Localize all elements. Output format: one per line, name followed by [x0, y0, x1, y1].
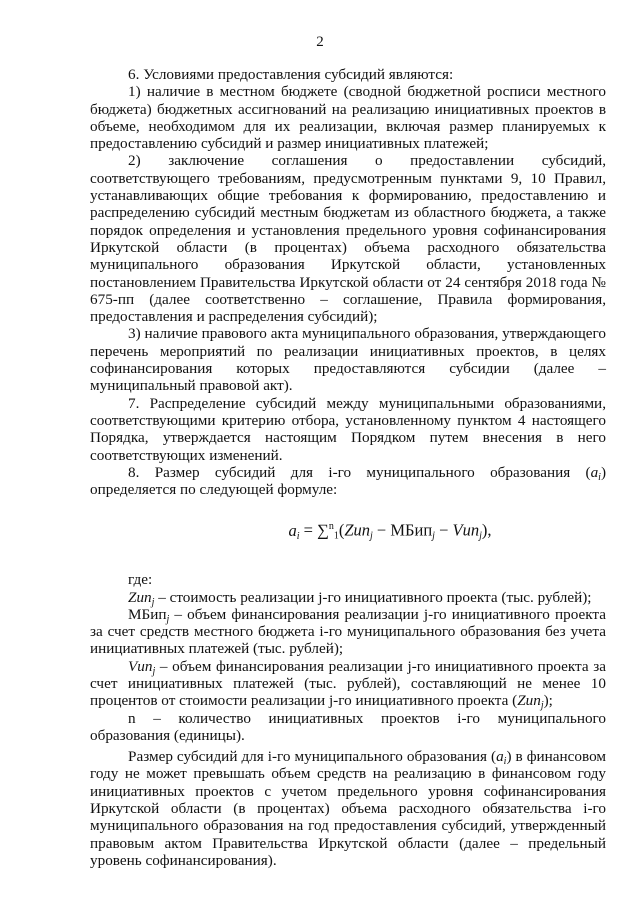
- final-paragraph: Размер субсидий для i-го муниципального образования $(a_i)$ в финансовом году не может превышать объем средств на реализацию в финансовом году инициативных проектов с учетом предельного уровня софинансирования Иркутской области (в процентах) объема расходного обязательства i-го муниципального образования на год предоставления субсидий, утвержденный правовым актом Правительства Иркутской области (далее – предельный уровень софинансирования).: [90, 748, 606, 869]
- definition-mb: МБип$_j$ – объем финансирования реализации j-го инициативного проекта за счет средств местного бюджета i-го муниципального образования без учета инициативных платежей (тыс. рублей);: [90, 605, 606, 658]
- paragraph-6: 6. Условиями предоставления субсидий являются:: [128, 66, 454, 83]
- paragraph-8-text-b: ) определяется по следующей формуле:: [90, 463, 606, 499]
- a-i-symbol: $a_i$: [590, 463, 601, 483]
- definition-v: Vип$_j$ – объем финансирования реализации j-го инициативного проекта за счет инициативных платежей (тыс. рублей), составляющий не менее 10 процентов от стоимости реализации j-го инициативного проекта (Zип$_j$);: [90, 657, 606, 712]
- paragraph-6-1: 1) наличие в местном бюджете (сводной бюджетной росписи местного бюджета) бюджетных ассигнований на реализацию инициативных проектов в объеме, необходимом для их реализации, включая размер планируемых к предоставлению субсидий и размер инициативных платежей;: [90, 83, 606, 153]
- subsidy-formula: $a_i = \sum^n_1(Zип_j$ − МБип$_j$ − Vип$_j$),: [288, 520, 492, 542]
- paragraph-8-text-a: 8. Размер субсидий для i-го муниципального образования (: [128, 463, 591, 481]
- paragraph-6-3: 3) наличие правового акта муниципального образования, утверждающего перечень мероприятий по реализации инициативных проектов, в целях софинансирования которых предоставляются субсидии (далее – муниципальный правовой акт).: [90, 325, 606, 395]
- definition-n: n – количество инициативных проектов i-го муниципального образования (единицы).: [90, 709, 606, 744]
- definition-z: Zип$_j$ – стоимость реализации j-го инициативного проекта (тыс. рублей);: [128, 588, 592, 608]
- where-label: где:: [128, 571, 153, 589]
- paragraph-7: 7. Распределение субсидий между муниципальными образованиями, соответствующими критерию отбора, установленному пунктом 4 настоящего Порядка, утверждается настоящим Порядком путем внесения в него соответствующих изменений.: [90, 394, 606, 464]
- paragraph-6-2: 2) заключение соглашения о предоставлении субсидий, соответствующего требованиям, предусмотренным пунктами 9, 10 Правил, устанавливающих общие требования к формированию, предоставлению и распределению субсидий местным бюджетам из областного бюджета, а также порядок определения и установления предельного уровня софинансирования Иркутской области (в процентах) объема расходного обязательства муниципального образования Иркутской области, установленных постановлением Правительства Иркутской области от 24 сентября 2018 года № 675-пп (далее соответственно – соглашение, Правила формирования, предоставления и распределения субсидий);: [90, 152, 606, 326]
- document-body: [90, 66, 606, 869]
- paragraph-8: [90, 464, 606, 499]
- page-number: 2: [316, 34, 324, 50]
